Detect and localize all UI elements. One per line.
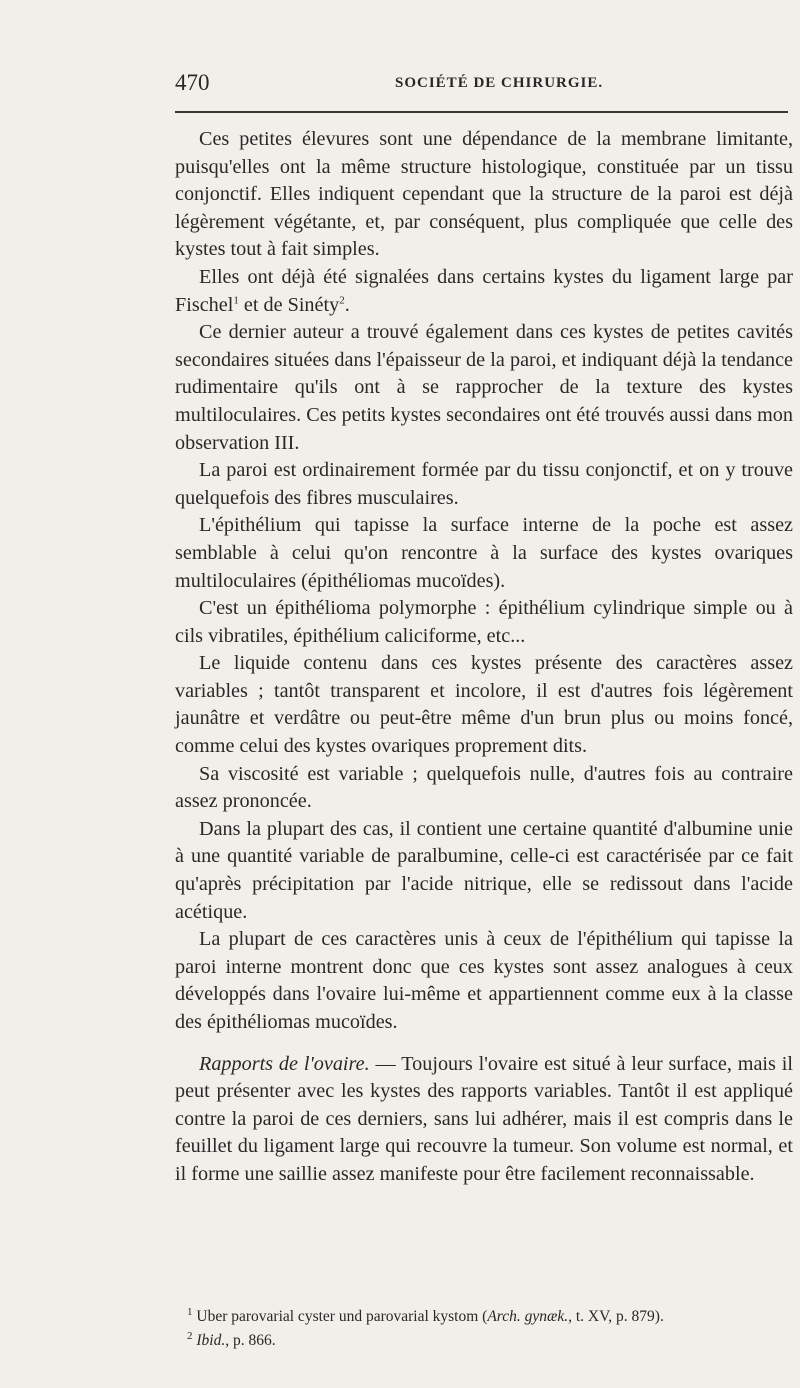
- section-title: Rapports de l'ovaire.: [199, 1052, 370, 1075]
- paragraph: Ces petites élevures sont une dépendance de la membrane limitante, puisqu'elles ont la même structure histologique, constituée par un tissu conjonctif. Elles indiquent cependant que la structure de la paroi est déjà légèrement végétante, et, par conséquent, plus compliquée que celle des kystes tout à fait simples.: [175, 128, 793, 261]
- page-number: 470: [175, 70, 210, 95]
- paragraph-text: Elles ont déjà été signalées dans certains kystes du ligament large par Fischel: [175, 265, 793, 316]
- footnote: [175, 1305, 793, 1329]
- paragraph: Ce dernier auteur a trouvé également dans ces kystes de petites cavités secondaires situées dans l'épaisseur de la paroi, et indiquant déjà la tendance rudimentaire qu'ils ont à se rapprocher de la texture des kystes multiloculaires. Ces petits kystes secondaires ont été trouvés aussi dans mon observation III.: [175, 321, 793, 454]
- footnote-marker: 2: [187, 1329, 193, 1342]
- page-header: [175, 70, 788, 98]
- footnote-ref: 1: [233, 293, 239, 306]
- footnote-source: Arch. gynæk.: [487, 1308, 569, 1325]
- paragraph: Le liquide contenu dans ces kystes présente des caractères assez variables ; tantôt transparent et incolore, il est d'autres fois légèrement jaunâtre et verdâtre ou peut-être même d'un brun plus ou moins foncé, comme celui des kystes ovariques proprement dits.: [175, 652, 793, 758]
- paragraph: Dans la plupart des cas, il contient une certaine quantité d'albumine unie à une quantité variable de paralbumine, celle-ci est caractérisée par ce fait qu'après précipitation par l'acide nitrique, elle se redissout dans l'acide acétique.: [175, 817, 793, 923]
- paragraph-text: .: [344, 293, 350, 316]
- paragraph: [175, 264, 793, 319]
- section-paragraph: [175, 1051, 793, 1189]
- footnote-marker: 1: [187, 1305, 193, 1318]
- paragraph-text: et de Sinéty: [238, 293, 340, 316]
- body-text: [175, 126, 793, 1189]
- footnote-text: , t. XV, p. 879).: [568, 1308, 664, 1325]
- paragraph: La paroi est ordinairement formée par du tissu conjonctif, et on y trouve quelquefois des fibres musculaires.: [175, 459, 793, 509]
- header-rule: [175, 111, 788, 113]
- paragraph: L'épithélium qui tapisse la surface interne de la poche est assez semblable à celui qu'on rencontre à la surface des kystes ovariques multiloculaires (épithéliomas mucoïdes).: [175, 514, 793, 592]
- footnote-text: , p. 866.: [225, 1332, 276, 1349]
- footnote: [175, 1329, 793, 1353]
- paragraph: C'est un épithélioma polymorphe : épithélium cylindrique simple ou à cils vibratiles, épithélium caliciforme, etc...: [175, 597, 793, 647]
- footnote-ref: 2: [339, 293, 345, 306]
- paragraph: Sa viscosité est variable ; quelquefois nulle, d'autres fois au contraire assez prononcée.: [175, 762, 793, 813]
- section-text: — Toujours l'ovaire est situé à leur surface, mais il peut présenter avec les kystes des rapports variables. Tantôt il est appliqué contre la paroi de ces derniers, sans lui adhérer, mais il est compris dans le feuillet du ligament large qui recouvre la tumeur. Son volume est normal, et il forme une saillie assez manifeste pour être facilement reconnaissable.: [175, 1052, 793, 1185]
- paragraph: La plupart de ces caractères unis à ceux de l'épithélium qui tapisse la paroi interne montrent donc que ces kystes sont assez analogues à ceux développés dans l'ovaire lui-même et appartiennent comme eux à la classe des épithéliomas mucoïdes.: [175, 928, 793, 1033]
- footnote-source: Ibid.: [196, 1332, 226, 1349]
- footnote-text: Uber parovarial cyster und parovarial kystom (: [192, 1308, 488, 1325]
- running-head: SOCIÉTÉ DE CHIRURGIE.: [395, 75, 604, 91]
- footnotes: [175, 1305, 793, 1353]
